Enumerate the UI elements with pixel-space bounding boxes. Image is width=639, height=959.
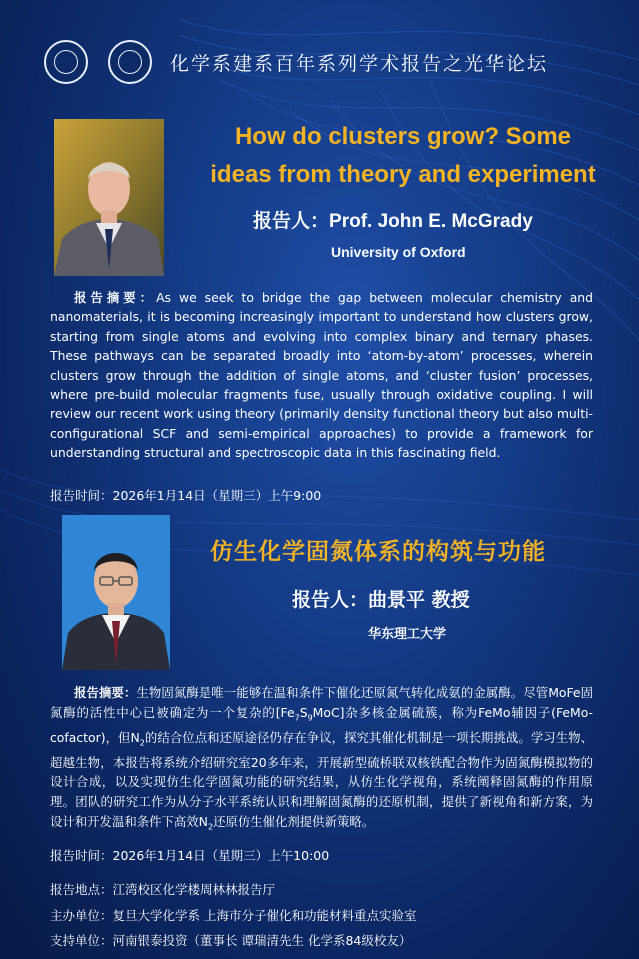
- talk1-title: [188, 118, 618, 194]
- host-info: 主办单位：复旦大学化学系 上海市分子催化和功能材料重点实验室: [50, 908, 417, 923]
- abstract-label: 报告摘要：: [74, 290, 157, 305]
- speaker-photo-mcgrady: [54, 119, 164, 276]
- talk1-title-line2: ideas from theory and experiment: [210, 161, 596, 188]
- talk2-affiliation: 华东理工大学: [368, 627, 447, 642]
- talk2-abstract: [50, 683, 593, 837]
- speaker-photo-qu: [62, 515, 170, 670]
- forum-title: 化学系建系百年系列学术报告之光华论坛: [170, 53, 549, 75]
- location-info: 报告地点：江湾校区化学楼周林林报告厅: [50, 882, 276, 897]
- support-info: 支持单位：河南银泰投资（董事长 谭瑞清先生 化学系84级校友）: [50, 933, 412, 948]
- subscript: 7: [294, 713, 300, 723]
- abstract-text-3: MoC]杂多核金属硫簇，称为FeMo辅因子(FeMo-cofactor)，但N: [50, 704, 594, 745]
- abstract-text-4: 的结合位点和还原途径仍存在争议，探究其催化机制是一项长期挑战。学习生物、超越生物，本报告将系统介绍研究室20多年来，开展新型硫桥联双核铁配合物作为固氮酶模拟物的设计合成，以及实现仿生化学固氮功能的研究结果，从仿生化学视角，系统阐释固氮酶的作用原理。团队的研究工作为从分子水平系统认识和理解固氮酶的还原机制，提供了新视角和新方案，为设计和开发温和条件下高效N: [50, 729, 594, 829]
- talk1-time: 报告时间：2026年1月14日（星期三）上午9:00: [50, 488, 322, 503]
- abstract-label: 报告摘要：: [74, 685, 137, 700]
- talk2-title: 仿生化学固氮体系的构筑与功能: [210, 539, 546, 565]
- fudan-university-logo: [44, 40, 88, 84]
- abstract-text-5: 还原仿生催化剂提供新策略。: [213, 813, 375, 829]
- seal-icon: [54, 50, 78, 74]
- abstract-text-2: S: [299, 704, 308, 720]
- talk1-title-line1: How do clusters grow? Some: [234, 123, 572, 150]
- speaker-name: 曲景平 教授: [368, 589, 470, 611]
- speaker-label: 报告人：: [253, 210, 330, 232]
- abstract-text: As we seek to bridge the gap between molecular chemistry and nanomaterials, it is becoming increasingly important to understand how clusters grow, starting from single atoms and evolving into complex binary and ternary phases. These pathways can be separated broadly into ‘atom-by-atom’ processes, wherein clusters grow through the addition of single atoms, and ‘cluster fusion’ processes, where pre-build molecular fragments fuse, usually through oxidative coupling. I will review our recent work using theory (primarily density functional theory but also multi-configurational SCF and semi-empirical approaches) to provide a framework for understanding structural and spectroscopic data in this fascinating field.: [50, 290, 594, 461]
- fudan-chemistry-logo: [108, 40, 152, 84]
- subscript: 9: [307, 713, 313, 723]
- subscript: 2: [139, 738, 145, 748]
- talk2-time: 报告时间：2026年1月14日（星期三）上午10:00: [50, 848, 330, 863]
- abstract-text-1: 生物固氮酶是唯一能够在温和条件下催化还原氮气转化成氨的金属酶。尽管MoFe固氮酶的活性中心已被确定为一个复杂的[Fe: [50, 685, 594, 720]
- seal-icon: [118, 50, 142, 74]
- speaker-name: Prof. John E. McGrady: [329, 211, 533, 232]
- talk1-abstract: [50, 288, 593, 463]
- talk1-affiliation: University of Oxford: [331, 244, 466, 260]
- talk2-speaker: [292, 585, 470, 612]
- subscript: 2: [207, 821, 214, 831]
- speaker-label: 报告人：: [292, 589, 369, 611]
- talk1-speaker: [253, 206, 533, 233]
